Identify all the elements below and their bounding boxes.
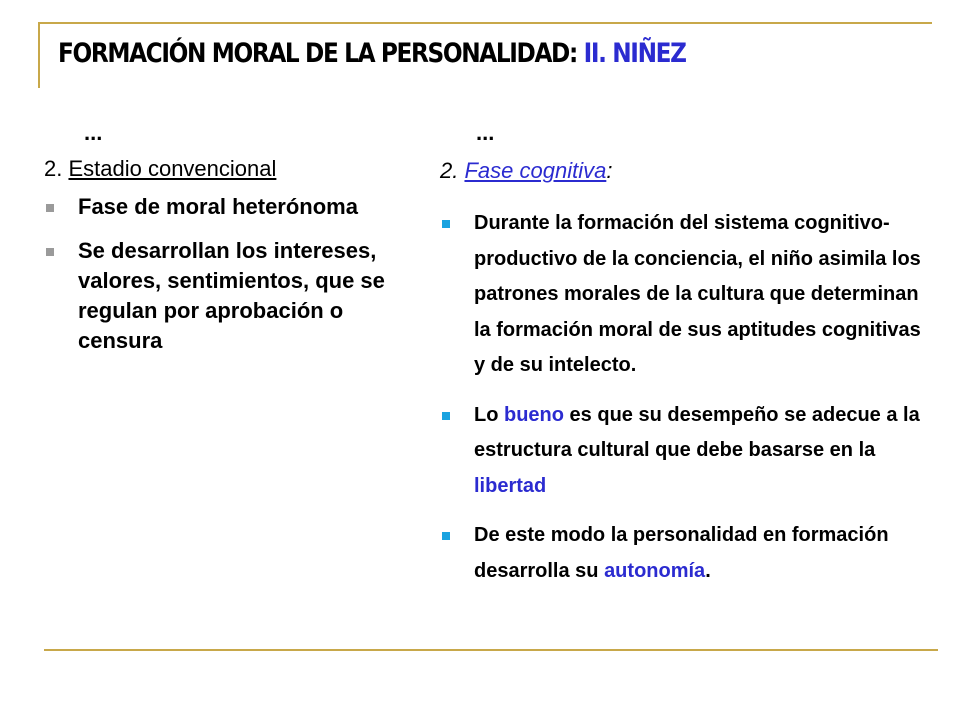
- left-column: [44, 120, 416, 370]
- left-heading-number: 2.: [44, 156, 69, 181]
- list-item-text-end: .: [705, 559, 711, 582]
- left-section-heading: [44, 156, 416, 182]
- list-item-text-middle: es que su desempeño se adecue a la estructura cultural que debe basarse en la: [474, 403, 920, 461]
- square-bullet-icon: [442, 220, 450, 228]
- left-ellipsis: ...: [84, 120, 103, 145]
- left-divider-line: [38, 22, 40, 88]
- list-item: [440, 206, 930, 384]
- right-heading-colon: :: [606, 158, 613, 183]
- bottom-divider-line: [44, 649, 938, 651]
- top-divider-line: [38, 22, 932, 24]
- right-section-heading: [440, 158, 930, 184]
- right-bullet-list: [440, 206, 930, 589]
- list-item-text: Se desarrollan los intereses, valores, sentimientos, que se regulan por aprobación o censura: [78, 238, 385, 353]
- right-heading-number: 2.: [440, 158, 465, 183]
- highlight-bueno: bueno: [504, 403, 564, 426]
- left-heading-text: Estadio convencional: [68, 156, 277, 181]
- right-column: [440, 120, 930, 603]
- right-heading-link[interactable]: Fase cognitiva: [464, 158, 607, 183]
- list-item: [44, 192, 416, 222]
- slide-title-main: FORMACIÓN MORAL DE LA PERSONALIDAD:: [58, 38, 584, 69]
- left-bullet-list: [44, 192, 416, 356]
- slide-title-subtitle: II. NIÑEZ: [583, 38, 686, 69]
- square-bullet-icon: [442, 532, 450, 540]
- right-ellipsis: ...: [476, 120, 495, 145]
- square-bullet-icon: [46, 204, 54, 212]
- highlight-libertad: libertad: [474, 474, 547, 497]
- square-bullet-icon: [46, 248, 54, 256]
- list-item: [440, 398, 930, 505]
- list-item-text-start: De este modo la personalidad en formación desarrolla su: [474, 524, 889, 582]
- highlight-autonomia: autonomía: [604, 559, 706, 582]
- slide-title: [58, 38, 686, 69]
- list-item: [44, 236, 416, 356]
- square-bullet-icon: [442, 412, 450, 420]
- list-item-text: Durante la formación del sistema cognitivo-productivo de la conciencia, el niño asimila los patrones morales de la cultura que determinan la formación moral de sus aptitudes cognitivas y de su intelecto.: [474, 212, 921, 376]
- list-item-text: Fase de moral heterónoma: [78, 194, 358, 219]
- list-item-text-start: Lo: [474, 403, 504, 426]
- list-item: [440, 518, 930, 589]
